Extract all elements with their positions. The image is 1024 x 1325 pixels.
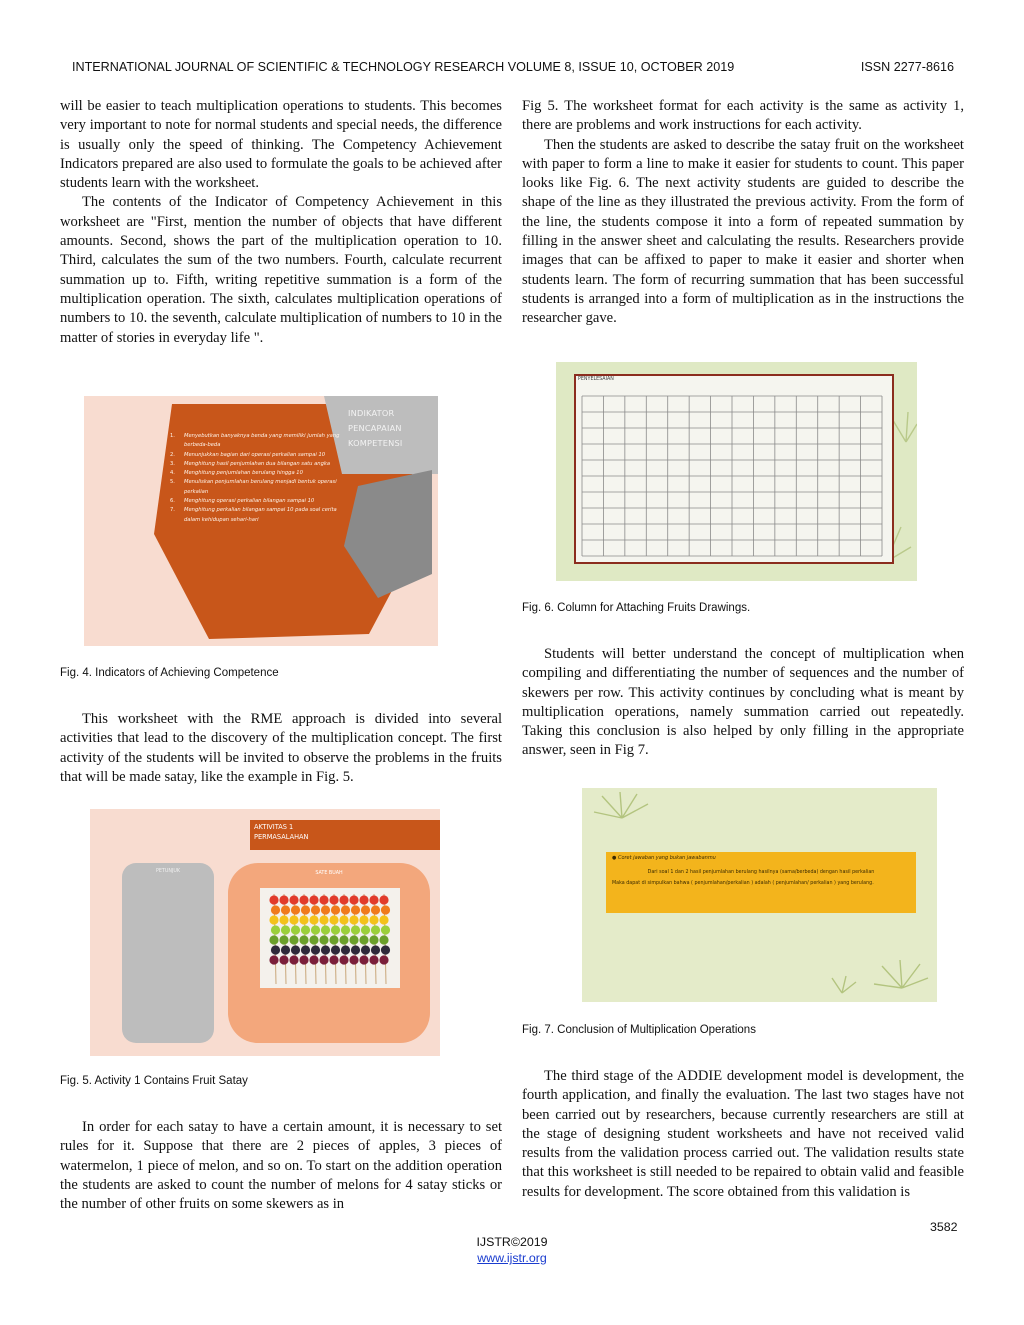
fruit-piece — [339, 915, 348, 924]
fruit-piece — [359, 895, 368, 904]
fruit-piece — [281, 905, 290, 914]
fruit-piece — [279, 915, 288, 924]
fruit-piece — [369, 915, 378, 924]
fruit-piece — [369, 955, 378, 964]
fruit-piece — [279, 895, 288, 904]
fruit-piece — [271, 945, 280, 954]
indicator-item: 1. Menyebutkan banyaknya benda yang memiliki jumlah yang berbeda-beda — [170, 433, 340, 449]
fruit-piece — [359, 935, 368, 944]
conclusion-line-2: Maka dapat di simpulkan bahwa ( penjumlahan/perkalian ) adalah ( penjumlahan/ perkalian ) yang berulang. — [612, 881, 874, 886]
fruit-satay-photo — [260, 888, 400, 988]
figure-5-activity — [90, 809, 440, 1056]
fruit-piece — [329, 955, 338, 964]
fruit-piece — [269, 935, 278, 944]
indicator-item: 6. Menghitung operasi perkalian bilangan sampai 10 — [170, 498, 315, 505]
paragraph: Fig 5. The worksheet format for each activity is the same as activity 1, there are problems and work instructions for each activity. — [522, 98, 964, 134]
fruit-piece — [319, 895, 328, 904]
fruit-piece — [319, 935, 328, 944]
footer-link-wrap — [0, 1251, 1024, 1265]
fruit-piece — [279, 935, 288, 944]
fruit-piece — [381, 905, 390, 914]
fruit-piece — [269, 895, 278, 904]
fruit-piece — [271, 925, 280, 934]
figure-6-grid-sheet — [556, 362, 917, 581]
fruit-piece — [351, 925, 360, 934]
fruit-piece — [311, 905, 320, 914]
indicator-item: 5. Menuliskan penjumlahan berulang menjadi bentuk operasi perkalian — [170, 479, 337, 495]
fruit-piece — [369, 935, 378, 944]
fruit-piece — [361, 925, 370, 934]
figure-7-caption: Fig. 7. Conclusion of Multiplication Operations — [522, 1024, 756, 1036]
journal-title: INTERNATIONAL JOURNAL OF SCIENTIFIC & TECHNOLOGY RESEARCH VOLUME 8, ISSUE 10, OCTOBER 2019 — [72, 60, 735, 74]
indicator-list — [170, 432, 342, 525]
fruit-piece — [361, 945, 370, 954]
issn: ISSN 2277-8616 — [860, 60, 954, 74]
fruit-piece — [379, 895, 388, 904]
fruit-piece — [351, 905, 360, 914]
fruit-piece — [291, 945, 300, 954]
indicator-item: 7. Menghitung perkalian bilangan sampai 10 pada soal cerita dalam kehidupan sehari-hari — [170, 507, 337, 523]
paragraph: This worksheet with the RME approach is divided into several activities that lead to the discovery of the multiplication concept. The first activity of the students will be invited to observe the problems in the fruits that will be made satay, like the example in Fig. 5. — [60, 711, 502, 785]
right-column-middle — [522, 645, 964, 761]
fruit-piece — [279, 955, 288, 964]
fruit-piece — [309, 935, 318, 944]
figure-7-conclusion — [582, 788, 937, 1002]
fruit-piece — [291, 905, 300, 914]
fruit-piece — [351, 945, 360, 954]
fruit-piece — [289, 915, 298, 924]
grid-lines — [576, 376, 892, 562]
footer-copyright: IJSTR©2019 — [476, 1235, 548, 1249]
petunjuk-panel: PETUNJUK — [122, 863, 214, 1043]
figure-6-caption: Fig. 6. Column for Attaching Fruits Drawings. — [522, 602, 751, 614]
fruit-piece — [299, 935, 308, 944]
conclusion-box — [606, 852, 916, 913]
fruit-piece — [281, 925, 290, 934]
fruit-piece — [301, 925, 310, 934]
fruit-piece — [329, 935, 338, 944]
fruit-piece — [331, 925, 340, 934]
fruit-piece — [319, 955, 328, 964]
fruit-piece — [289, 935, 298, 944]
fruit-piece — [321, 905, 330, 914]
fruit-piece — [301, 945, 310, 954]
fruit-piece — [379, 915, 388, 924]
fruit-piece — [321, 945, 330, 954]
fruit-piece — [349, 895, 358, 904]
fruit-piece — [359, 955, 368, 964]
fruit-piece — [299, 895, 308, 904]
fruit-piece — [329, 915, 338, 924]
fruit-piece — [311, 925, 320, 934]
fruit-piece — [369, 895, 378, 904]
frame-label: PENYELESAIAN — [578, 377, 614, 382]
paragraph: The third stage of the ADDIE development model is development, the fourth application, and finally the evaluation. The last two stages have not been carried out by researchers, because currently researchers are still at the stage of designing student worksheets and have not received valid results from the validation process carried out. The validation results state that this worksheet is still needed to be repaired to obtain valid and feasible results for development. The score obtained from this validation is — [522, 1068, 964, 1200]
left-column-middle — [60, 710, 502, 787]
fruit-piece — [299, 955, 308, 964]
right-column-top — [522, 97, 964, 329]
fruit-piece — [341, 905, 350, 914]
conclusion-heading: ● Coret jawaban yang bukan jawabanmu — [612, 855, 716, 861]
fruit-piece — [381, 945, 390, 954]
fruit-piece — [371, 945, 380, 954]
fruit-piece — [321, 925, 330, 934]
indicator-item: 4. Menghitung penjumlahan berulang hingga 10 — [170, 470, 303, 477]
paragraph: Students will better understand the concept of multiplication when compiling and differentiating the number of sequences and the number of skewers per row. This activity continues by concluding what is meant by multiplication operations, namely summation carried out repeatedly. Taking this conclusion is also helped by only filling in the appropriate answer, seen in Fig 7. — [522, 646, 964, 759]
sate-panel: SATE BUAH — [228, 863, 430, 1043]
fruit-piece — [309, 895, 318, 904]
fruit-piece — [301, 905, 310, 914]
fruit-piece — [329, 895, 338, 904]
fruit-piece — [311, 945, 320, 954]
conclusion-line-1: Dari soal 1 dan 2 hasil penjumlahan berulang hasilnya (sama/berbeda) dengan hasil perkalian — [647, 870, 875, 875]
fruit-piece — [331, 945, 340, 954]
fruit-piece — [349, 915, 358, 924]
fruit-piece — [319, 915, 328, 924]
fruit-piece — [299, 915, 308, 924]
fruit-piece — [331, 905, 340, 914]
fruit-piece — [341, 925, 350, 934]
figure-4-indicators — [84, 396, 438, 646]
indicator-item: 2. Menunjukkan bagian dari operasi perkalian sampai 10 — [170, 451, 326, 458]
fruit-piece — [269, 915, 278, 924]
figure-5-caption: Fig. 5. Activity 1 Contains Fruit Satay — [60, 1075, 248, 1087]
paragraph: In order for each satay to have a certain amount, it is necessary to set rules for it. Suppose that there are 2 pieces of apples, 3 pieces of watermelon, 1 piece of melon, and so on. To start on the addition operation the students are asked to count the number of melons for 4 satay sticks or the number of other fruits on some skewers as in — [60, 1119, 502, 1213]
paragraph: Then the students are asked to describe the satay fruit on the worksheet with paper to form a line to make it easier for students to count. This paper looks like Fig. 6. The next activity students are guided to describe the shape of the line as they illustrated the previous activity. From the form of the line, the students compose it into a form of repeated summation by filling in the answer sheet and calculating the results. Researchers provide images that can be affixed to paper to make it easier and shorter when students learn. The form of recurring summation that has been successful students is arranged into a form of multiplication as in the instructions the researcher gave. — [522, 136, 964, 327]
fruit-piece — [289, 895, 298, 904]
fruit-piece — [339, 935, 348, 944]
fruit-piece — [281, 945, 290, 954]
activity-title-bar: AKTIVITAS 1 PERMASALAHAN — [250, 820, 440, 850]
fruit-piece — [359, 915, 368, 924]
fruit-piece — [361, 905, 370, 914]
left-column-bottom — [60, 1118, 502, 1214]
fruit-piece — [291, 925, 300, 934]
fruit-piece — [339, 955, 348, 964]
left-column-top — [60, 97, 502, 348]
fruit-piece — [269, 955, 278, 964]
indicator-heading: INDIKATOR PENCAPAIAN KOMPETENSI — [348, 408, 403, 448]
right-column-bottom — [522, 1067, 964, 1202]
answer-frame — [574, 374, 894, 564]
fruit-piece — [349, 955, 358, 964]
fruit-piece — [349, 935, 358, 944]
paragraph: will be easier to teach multiplication operations to students. This becomes very important to note for normal students and special needs, the difference is usually only the speed of thinking. The Competency Achievement Indicators prepared are also used to formulate the goals to be achieved after students learn with the worksheet. — [60, 98, 502, 192]
fruit-piece — [381, 925, 390, 934]
fruit-piece — [309, 955, 318, 964]
journal-website-link[interactable]: www.ijstr.org — [477, 1251, 547, 1265]
fruit-piece — [289, 955, 298, 964]
page-number: 3582 — [930, 1220, 958, 1234]
fruit-piece — [379, 955, 388, 964]
fruit-piece — [379, 935, 388, 944]
fruit-piece — [271, 905, 280, 914]
fruit-satay-image — [260, 888, 400, 988]
fruit-piece — [371, 905, 380, 914]
fruit-piece — [371, 925, 380, 934]
figure-4-caption: Fig. 4. Indicators of Achieving Competence — [60, 667, 279, 679]
paragraph: The contents of the Indicator of Competency Achievement in this worksheet are "First, mention the number of objects that have different amounts. Second, shows the part of the multiplication operation to 10. Third, calculates the sum of the two numbers. Fourth, calculate recurrent summation up to. Fifth, writing repetitive summation is a form of the multiplication operation. The sixth, calculates multiplication operations of numbers to 10. the seventh, calculate multiplication of numbers to 10 in the matter of stories in everyday life ". — [60, 194, 502, 346]
fruit-piece — [309, 915, 318, 924]
indicator-item: 3. Menghitung hasil penjumlahan dua bilangan satu angka — [170, 460, 331, 467]
fruit-piece — [339, 895, 348, 904]
fruit-piece — [341, 945, 350, 954]
